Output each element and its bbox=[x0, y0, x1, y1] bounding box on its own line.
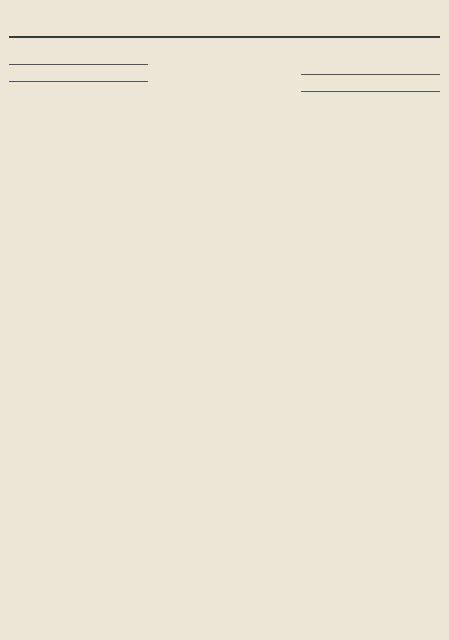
signature bbox=[301, 62, 440, 70]
paragraph bbox=[9, 42, 148, 50]
divider bbox=[9, 81, 148, 82]
paragraph bbox=[301, 42, 440, 50]
quote bbox=[301, 79, 440, 87]
column-3 bbox=[301, 42, 440, 638]
paragraph bbox=[155, 42, 294, 50]
divider bbox=[301, 74, 440, 75]
paragraph bbox=[301, 52, 440, 60]
section-subtitle bbox=[301, 115, 440, 125]
divider bbox=[9, 64, 148, 65]
column-2 bbox=[155, 42, 294, 638]
paragraph bbox=[9, 86, 148, 94]
paragraph bbox=[301, 129, 440, 137]
paragraph bbox=[155, 52, 294, 60]
quote bbox=[9, 69, 148, 77]
article-columns bbox=[9, 42, 440, 638]
masthead bbox=[9, 6, 440, 38]
section-title bbox=[301, 96, 440, 113]
divider bbox=[301, 91, 440, 92]
column-1 bbox=[9, 42, 148, 638]
paragraph bbox=[9, 52, 148, 60]
paragraph bbox=[155, 62, 294, 70]
